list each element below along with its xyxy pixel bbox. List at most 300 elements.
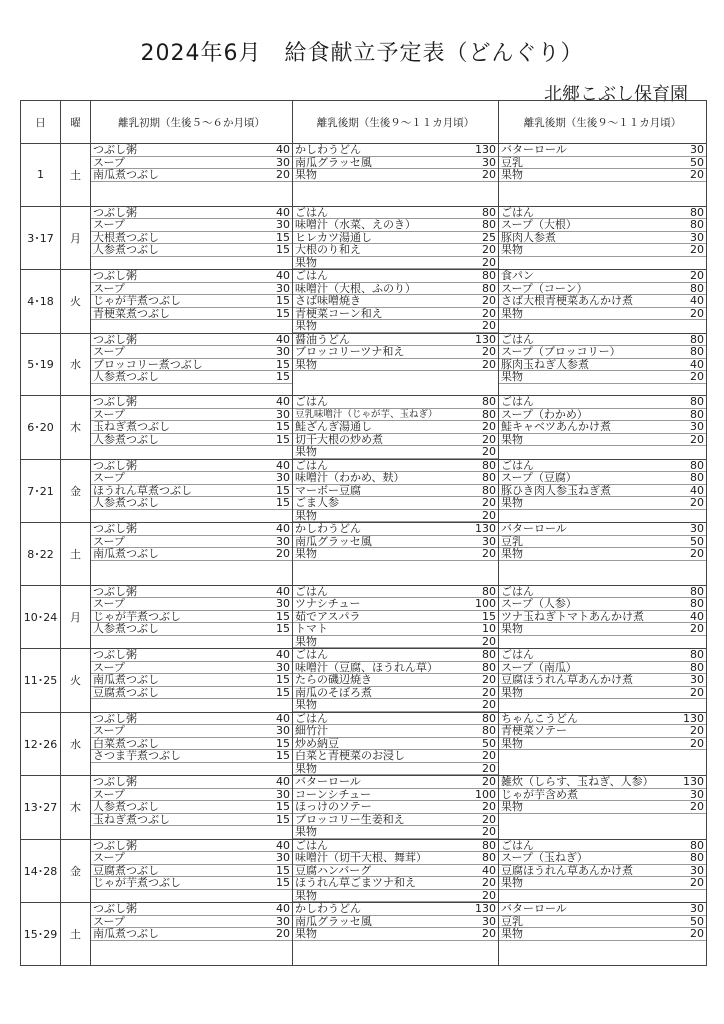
menu-cell-late-weaning-snack bbox=[499, 270, 707, 334]
menu-cell-late-weaning-snack bbox=[499, 903, 707, 966]
menu-item bbox=[293, 396, 498, 409]
menu-item-amount: 80 bbox=[482, 484, 496, 497]
menu-item-name: つぶし粥 bbox=[93, 903, 137, 915]
menu-item-name: ごはん bbox=[501, 396, 534, 408]
menu-item-name: 南瓜グラッセ風 bbox=[295, 156, 372, 168]
menu-item bbox=[293, 916, 498, 929]
menu-item-name: かしわうどん bbox=[295, 523, 361, 535]
menu-item-amount: 15 bbox=[276, 801, 290, 813]
menu-item-amount: 20 bbox=[690, 801, 704, 813]
menu-item-name: 南瓜グラッセ風 bbox=[295, 915, 372, 927]
menu-item bbox=[91, 359, 292, 372]
menu-item-amount: 30 bbox=[690, 903, 704, 915]
menu-cell-early-weaning bbox=[91, 523, 293, 586]
menu-item-amount: 15 bbox=[276, 433, 290, 446]
menu-item bbox=[499, 738, 706, 751]
menu-item-name: 青梗菜コーン和え bbox=[295, 307, 383, 319]
menu-item-name: かしわうどん bbox=[295, 903, 361, 915]
menu-item-amount: 15 bbox=[276, 877, 290, 889]
menu-item-name: ごま人参 bbox=[295, 497, 339, 509]
menu-item-amount: 80 bbox=[690, 333, 704, 346]
menu-item bbox=[499, 409, 706, 422]
menu-item-amount: 20 bbox=[276, 548, 290, 560]
menu-item bbox=[499, 623, 706, 636]
menu-item-amount: 80 bbox=[482, 282, 496, 295]
menu-item-name: スープ bbox=[93, 282, 125, 294]
menu-item-name: さば味噌焼き bbox=[295, 295, 361, 307]
menu-item-amount: 30 bbox=[690, 788, 704, 801]
menu-item-name: 玉ねぎ煮つぶし bbox=[93, 813, 170, 825]
menu-item-name: ごはん bbox=[295, 585, 328, 597]
menu-item-name: 果物 bbox=[501, 686, 523, 698]
menu-item-name: スープ bbox=[93, 535, 125, 547]
menu-item bbox=[293, 232, 498, 245]
menu-item bbox=[293, 840, 498, 853]
menu-item-amount: 30 bbox=[276, 725, 290, 737]
day-cell: 8･22 bbox=[21, 523, 61, 586]
menu-item-name: 豆腐ほうれん草あんかけ煮 bbox=[501, 674, 633, 686]
menu-item-amount: 80 bbox=[482, 852, 496, 864]
menu-item bbox=[91, 916, 292, 929]
menu-item bbox=[499, 903, 706, 916]
table-row bbox=[21, 776, 707, 840]
menu-item-amount: 20 bbox=[482, 801, 496, 813]
menu-item-name: 味噌汁（切干大根、舞茸） bbox=[295, 852, 427, 864]
menu-cell-early-weaning bbox=[91, 459, 293, 523]
menu-item-name: ちゃんこうどん bbox=[501, 712, 578, 724]
day-cell: 10･24 bbox=[21, 585, 61, 649]
menu-item bbox=[91, 852, 292, 865]
menu-item bbox=[499, 801, 706, 814]
menu-item-name: 豆乳 bbox=[501, 915, 523, 927]
menu-item-amount: 20 bbox=[690, 433, 704, 446]
table-row bbox=[21, 712, 707, 776]
menu-item-amount: 30 bbox=[482, 156, 496, 169]
menu-item bbox=[91, 725, 292, 738]
menu-item-name: つぶし粥 bbox=[93, 712, 137, 724]
menu-item-name: 味噌汁（水菜、えのき） bbox=[295, 219, 416, 231]
menu-item-name: 豆乳 bbox=[501, 535, 523, 547]
menu-item bbox=[293, 814, 498, 827]
menu-item-amount: 80 bbox=[690, 459, 704, 472]
menu-item-name: 南瓜煮つぶし bbox=[93, 928, 159, 940]
header-day: 日 bbox=[21, 101, 61, 144]
menu-item bbox=[293, 334, 498, 347]
menu-item-amount: 15 bbox=[276, 307, 290, 320]
menu-cell-late-weaning-lunch bbox=[293, 459, 499, 523]
menu-item-name: 青梗菜ソテー bbox=[501, 725, 567, 737]
menu-item bbox=[91, 662, 292, 675]
menu-cell-late-weaning-lunch bbox=[293, 206, 499, 270]
menu-cell-late-weaning-snack bbox=[499, 396, 707, 460]
menu-item bbox=[293, 649, 498, 662]
menu-cell-late-weaning-lunch bbox=[293, 523, 499, 586]
menu-item-name: ほっけのソテー bbox=[295, 801, 372, 813]
menu-cell-late-weaning-snack bbox=[499, 523, 707, 586]
menu-item-amount: 80 bbox=[690, 839, 704, 852]
menu-item-name: スープ bbox=[93, 725, 125, 737]
menu-item bbox=[91, 840, 292, 853]
menu-item bbox=[91, 877, 292, 890]
menu-item-name: スープ（わかめ） bbox=[501, 408, 588, 420]
menu-item bbox=[293, 446, 498, 459]
menu-item-amount: 20 bbox=[482, 446, 496, 458]
menu-item bbox=[91, 144, 292, 157]
menu-item-amount: 20 bbox=[482, 295, 496, 307]
menu-item bbox=[293, 421, 498, 434]
menu-item-amount: 50 bbox=[690, 915, 704, 928]
menu-item-name: 南瓜グラッセ風 bbox=[295, 535, 372, 547]
table-row bbox=[21, 333, 707, 396]
menu-item-amount: 30 bbox=[482, 915, 496, 928]
weekday-cell: 金 bbox=[61, 459, 91, 523]
menu-item-amount: 40 bbox=[690, 610, 704, 623]
menu-item-name: 豆腐ハンバーグ bbox=[295, 864, 372, 876]
menu-item bbox=[499, 346, 706, 359]
menu-item-name: スープ（人参） bbox=[501, 598, 577, 610]
menu-item bbox=[91, 865, 292, 878]
menu-item-amount: 30 bbox=[276, 788, 290, 801]
menu-item bbox=[293, 409, 498, 422]
menu-item-name: ごはん bbox=[295, 459, 328, 471]
menu-item bbox=[499, 928, 706, 941]
menu-item-amount: 20 bbox=[482, 497, 496, 509]
menu-item-amount: 15 bbox=[276, 864, 290, 877]
menu-item-amount: 30 bbox=[276, 346, 290, 358]
menu-item-amount: 130 bbox=[683, 712, 704, 725]
menu-item bbox=[499, 334, 706, 347]
menu-cell-late-weaning-snack bbox=[499, 206, 707, 270]
menu-item bbox=[293, 586, 498, 599]
menu-item-amount: 20 bbox=[690, 548, 704, 560]
menu-item bbox=[293, 359, 498, 372]
menu-item-amount: 30 bbox=[690, 674, 704, 686]
menu-item-name: たらの磯辺焼き bbox=[295, 674, 372, 686]
menu-item-name: スープ bbox=[93, 219, 125, 231]
menu-item-name: 果物 bbox=[295, 169, 317, 181]
menu-item bbox=[91, 219, 292, 232]
menu-item bbox=[293, 320, 498, 333]
menu-cell-late-weaning-snack bbox=[499, 144, 707, 207]
menu-item-name: スープ bbox=[93, 346, 125, 358]
weekday-cell: 木 bbox=[61, 776, 91, 840]
menu-item-amount: 20 bbox=[482, 169, 496, 181]
table-row bbox=[21, 144, 707, 207]
table-row bbox=[21, 206, 707, 270]
menu-cell-early-weaning bbox=[91, 776, 293, 840]
menu-item-name: 人参煮つぶし bbox=[93, 433, 159, 445]
menu-item-name: じゃが芋煮つぶし bbox=[93, 877, 181, 889]
menu-item-amount: 130 bbox=[475, 144, 496, 156]
menu-item bbox=[499, 207, 706, 220]
menu-item-amount: 40 bbox=[276, 523, 290, 535]
menu-item-name: スープ（南瓜） bbox=[501, 661, 577, 673]
day-cell: 13･27 bbox=[21, 776, 61, 840]
menu-item-name: スープ bbox=[93, 598, 125, 610]
menu-item-amount: 30 bbox=[276, 219, 290, 231]
menu-item-name: 果物 bbox=[501, 548, 523, 560]
menu-item-amount: 80 bbox=[690, 649, 704, 661]
menu-item bbox=[91, 776, 292, 789]
menu-item-amount: 40 bbox=[276, 270, 290, 282]
menu-item-amount: 80 bbox=[690, 206, 704, 219]
menu-item-name: じゃが芋煮つぶし bbox=[93, 610, 181, 622]
menu-item-name: 細竹汁 bbox=[295, 725, 328, 737]
menu-item-amount: 100 bbox=[475, 788, 496, 801]
menu-item bbox=[499, 232, 706, 245]
menu-item bbox=[499, 485, 706, 498]
weekday-cell: 火 bbox=[61, 649, 91, 713]
menu-item-amount: 20 bbox=[482, 776, 496, 788]
menu-item bbox=[499, 421, 706, 434]
menu-item-amount: 130 bbox=[683, 776, 704, 788]
menu-item bbox=[499, 219, 706, 232]
menu-item-amount: 80 bbox=[690, 346, 704, 358]
menu-item bbox=[293, 687, 498, 700]
menu-item-name: 南瓜のそぼろ煮 bbox=[295, 686, 372, 698]
menu-item-amount: 15 bbox=[276, 813, 290, 826]
menu-item bbox=[91, 207, 292, 220]
menu-item-name: スープ bbox=[93, 915, 125, 927]
menu-item-amount: 130 bbox=[475, 903, 496, 915]
menu-item-name: 醤油うどん bbox=[295, 333, 350, 345]
menu-item bbox=[293, 699, 498, 712]
menu-item-amount: 20 bbox=[690, 270, 704, 282]
menu-item bbox=[293, 877, 498, 890]
menu-item-name: 人参煮つぶし bbox=[93, 497, 159, 509]
menu-item-name: 炒め納豆 bbox=[295, 737, 339, 749]
menu-item-amount: 30 bbox=[482, 535, 496, 548]
menu-item bbox=[91, 928, 292, 941]
page-title: 2024年6月 給食献立予定表（どんぐり） bbox=[140, 41, 584, 66]
menu-item-name: 食パン bbox=[501, 270, 534, 282]
menu-cell-early-weaning bbox=[91, 839, 293, 903]
menu-item-name: 果物 bbox=[295, 762, 317, 774]
menu-item-name: スープ（コーン） bbox=[501, 282, 588, 294]
menu-item bbox=[499, 396, 706, 409]
menu-cell-early-weaning bbox=[91, 712, 293, 776]
menu-item-name: ごはん bbox=[295, 839, 328, 851]
menu-item bbox=[91, 523, 292, 536]
menu-item bbox=[499, 725, 706, 738]
menu-item-name: 果物 bbox=[501, 169, 523, 181]
menu-item-amount: 130 bbox=[475, 523, 496, 535]
menu-item-amount: 40 bbox=[482, 864, 496, 877]
menu-item-amount: 80 bbox=[482, 661, 496, 674]
day-cell: 15･29 bbox=[21, 903, 61, 966]
day-cell: 6･20 bbox=[21, 396, 61, 460]
menu-cell-late-weaning-lunch bbox=[293, 270, 499, 334]
menu-item-amount: 20 bbox=[482, 433, 496, 446]
menu-item-amount: 10 bbox=[482, 623, 496, 635]
weekday-cell: 水 bbox=[61, 712, 91, 776]
menu-item-amount: 20 bbox=[482, 635, 496, 648]
menu-item-name: ごはん bbox=[501, 206, 534, 218]
menu-item-name: ツナ玉ねぎトマトあんかけ煮 bbox=[501, 610, 644, 622]
menu-item-amount: 15 bbox=[482, 610, 496, 623]
menu-item-amount: 15 bbox=[276, 610, 290, 623]
menu-item-name: 大根煮つぶし bbox=[93, 231, 159, 243]
menu-item bbox=[91, 396, 292, 409]
menu-item bbox=[499, 144, 706, 157]
menu-item-name: つぶし粥 bbox=[93, 396, 137, 408]
menu-item-amount: 30 bbox=[276, 661, 290, 674]
table-header-row bbox=[21, 101, 707, 144]
menu-item bbox=[293, 763, 498, 776]
menu-item-amount: 50 bbox=[690, 535, 704, 548]
menu-item-amount: 20 bbox=[276, 928, 290, 940]
menu-item-name: 果物 bbox=[295, 889, 317, 901]
menu-item-name: 豆腐ほうれん草あんかけ煮 bbox=[501, 864, 633, 876]
menu-item bbox=[293, 789, 498, 802]
menu-item bbox=[91, 434, 292, 447]
menu-item-name: 鮭キャベツあんかけ煮 bbox=[501, 421, 611, 433]
menu-item-name: スープ（豆腐） bbox=[501, 472, 577, 484]
menu-item-name: つぶし粥 bbox=[93, 144, 137, 156]
menu-item-name: 果物 bbox=[501, 928, 523, 940]
menu-item bbox=[293, 485, 498, 498]
menu-item bbox=[91, 814, 292, 827]
menu-item-amount: 15 bbox=[276, 737, 290, 750]
menu-item-name: 味噌汁（わかめ、麸） bbox=[295, 472, 405, 484]
menu-item-name: 豆腐煮つぶし bbox=[93, 864, 159, 876]
menu-cell-late-weaning-lunch bbox=[293, 585, 499, 649]
menu-item-name: ごはん bbox=[295, 712, 328, 724]
menu-item-amount: 30 bbox=[276, 915, 290, 928]
menu-item-amount: 80 bbox=[482, 206, 496, 219]
menu-item-amount: 20 bbox=[482, 421, 496, 433]
menu-item bbox=[91, 789, 292, 802]
menu-item bbox=[293, 295, 498, 308]
menu-item bbox=[499, 916, 706, 929]
menu-item-amount: 80 bbox=[690, 661, 704, 674]
menu-cell-late-weaning-snack bbox=[499, 839, 707, 903]
menu-item-amount: 80 bbox=[482, 472, 496, 484]
menu-item bbox=[91, 611, 292, 624]
menu-item-amount: 25 bbox=[482, 231, 496, 244]
menu-item-name: 豆乳 bbox=[501, 156, 523, 168]
menu-item bbox=[293, 308, 498, 321]
menu-item-amount: 30 bbox=[690, 523, 704, 535]
menu-item-name: 果物 bbox=[295, 358, 317, 370]
menu-item-name: 人参煮つぶし bbox=[93, 371, 159, 383]
menu-item bbox=[293, 826, 498, 839]
menu-item-amount: 30 bbox=[690, 421, 704, 433]
menu-item bbox=[293, 207, 498, 220]
menu-item bbox=[499, 713, 706, 726]
menu-item-amount: 20 bbox=[482, 358, 496, 371]
menu-item bbox=[499, 649, 706, 662]
menu-item-name: トマト bbox=[295, 623, 328, 635]
menu-item bbox=[499, 586, 706, 599]
menu-item-amount: 20 bbox=[690, 877, 704, 889]
menu-item-amount: 20 bbox=[690, 928, 704, 940]
menu-item bbox=[91, 903, 292, 916]
menu-item-name: ごはん bbox=[295, 270, 328, 282]
menu-item-amount: 15 bbox=[276, 686, 290, 699]
header-early-weaning: 離乳初期（生後５～６か月頃） bbox=[91, 101, 293, 144]
menu-item-name: スープ bbox=[93, 156, 125, 168]
menu-item bbox=[293, 636, 498, 649]
table-row bbox=[21, 839, 707, 903]
menu-item bbox=[499, 789, 706, 802]
menu-item-name: 果物 bbox=[501, 737, 523, 749]
menu-item-name: 青梗菜煮つぶし bbox=[93, 307, 170, 319]
menu-item bbox=[499, 674, 706, 687]
menu-item-amount: 20 bbox=[482, 877, 496, 889]
menu-item bbox=[293, 725, 498, 738]
menu-item bbox=[293, 623, 498, 636]
day-cell: 3･17 bbox=[21, 206, 61, 270]
day-cell: 4･18 bbox=[21, 270, 61, 334]
menu-item-name: つぶし粥 bbox=[93, 459, 137, 471]
menu-item-amount: 20 bbox=[482, 244, 496, 256]
menu-item bbox=[293, 852, 498, 865]
menu-item-amount: 30 bbox=[276, 282, 290, 295]
menu-item bbox=[293, 497, 498, 510]
menu-item bbox=[91, 460, 292, 473]
menu-item-name: 果物 bbox=[501, 307, 523, 319]
menu-item bbox=[91, 586, 292, 599]
menu-item-amount: 20 bbox=[482, 320, 496, 332]
menu-item bbox=[293, 510, 498, 523]
menu-item bbox=[499, 460, 706, 473]
menu-item-amount: 15 bbox=[276, 750, 290, 762]
menu-item-name: つぶし粥 bbox=[93, 776, 137, 788]
menu-cell-late-weaning-lunch bbox=[293, 776, 499, 840]
menu-item bbox=[293, 144, 498, 157]
menu-item-name: 果物 bbox=[295, 699, 317, 711]
menu-cell-late-weaning-snack bbox=[499, 712, 707, 776]
menu-item-name: 人参煮つぶし bbox=[93, 244, 159, 256]
menu-item bbox=[293, 928, 498, 941]
menu-item-amount: 50 bbox=[482, 737, 496, 750]
menu-item-name: つぶし粥 bbox=[93, 585, 137, 597]
menu-item bbox=[91, 548, 292, 561]
menu-item-amount: 80 bbox=[482, 839, 496, 852]
menu-item-amount: 20 bbox=[690, 725, 704, 737]
menu-item-name: スープ bbox=[93, 788, 125, 800]
table-row bbox=[21, 903, 707, 966]
menu-item-name: 切干大根の炒め煮 bbox=[295, 433, 383, 445]
menu-cell-late-weaning-lunch bbox=[293, 839, 499, 903]
menu-item-name: 果物 bbox=[295, 928, 317, 940]
menu-item bbox=[91, 649, 292, 662]
menu-item-amount: 80 bbox=[690, 472, 704, 484]
menu-item-name: 果物 bbox=[501, 433, 523, 445]
menu-item-amount: 80 bbox=[690, 408, 704, 421]
menu-item bbox=[293, 536, 498, 549]
menu-item bbox=[499, 865, 706, 878]
menu-item-amount: 20 bbox=[482, 686, 496, 699]
menu-item-name: つぶし粥 bbox=[93, 839, 137, 851]
table-row bbox=[21, 523, 707, 586]
header-late-weaning-snack: 離乳後期（生後９～１１カ月頃） bbox=[499, 101, 707, 144]
menu-item bbox=[91, 598, 292, 611]
menu-item-name: つぶし粥 bbox=[93, 333, 137, 345]
menu-item bbox=[293, 283, 498, 296]
menu-item bbox=[499, 840, 706, 853]
menu-item-amount: 30 bbox=[276, 535, 290, 548]
menu-item bbox=[499, 611, 706, 624]
menu-item-amount: 80 bbox=[482, 459, 496, 472]
menu-cell-early-weaning bbox=[91, 585, 293, 649]
menu-item-name: バターロール bbox=[501, 523, 567, 535]
menu-item-name: 茹でアスパラ bbox=[295, 610, 361, 622]
menu-item-name: ごはん bbox=[295, 206, 328, 218]
menu-item-name: ごはん bbox=[501, 459, 534, 471]
menu-item-amount: 40 bbox=[276, 459, 290, 472]
